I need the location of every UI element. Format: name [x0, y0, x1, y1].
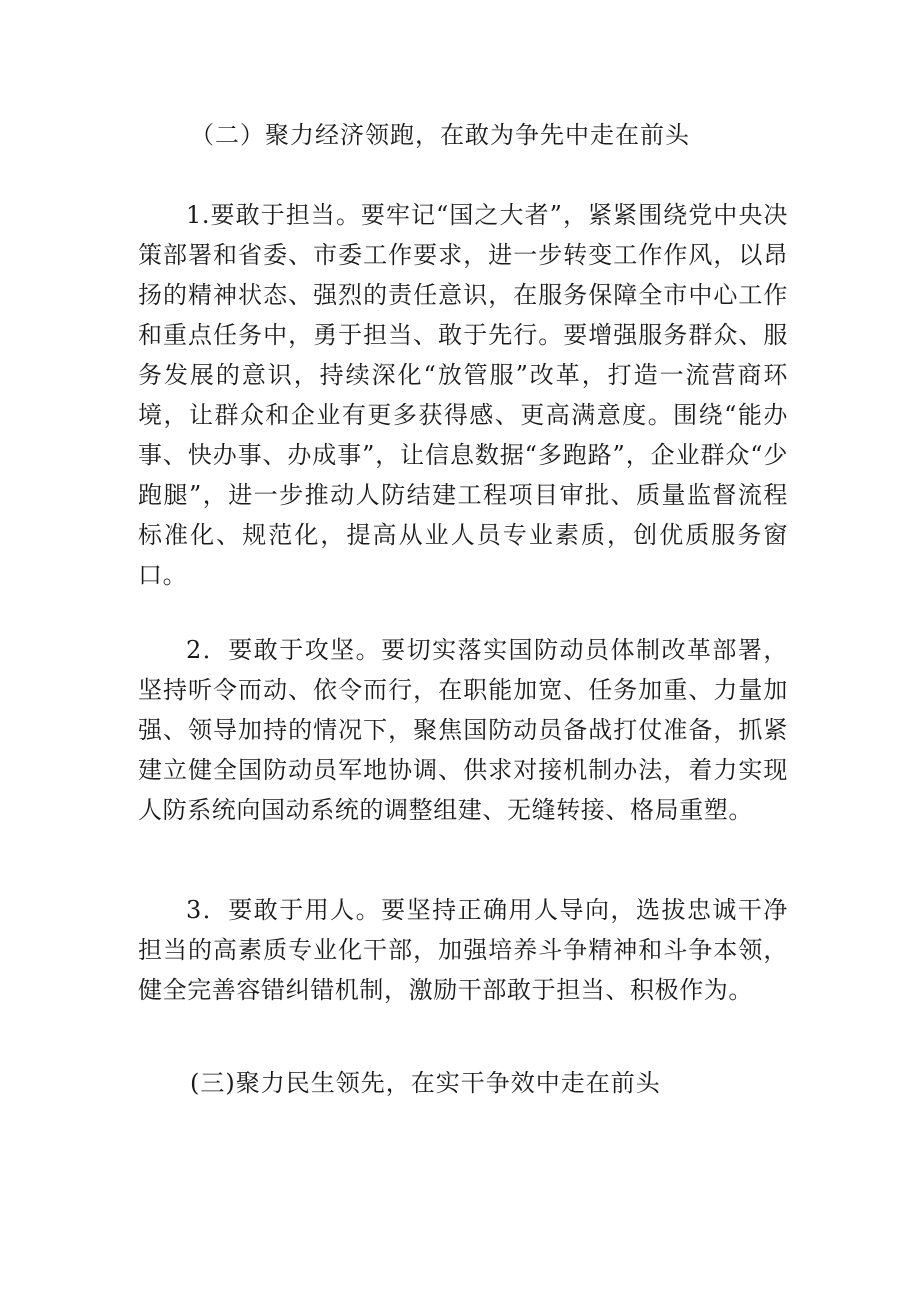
- section-3-heading: (三)聚力民生领先，在实干争效中走在前头: [190, 1069, 661, 1097]
- paragraph-2-dare-to-tackle: 2．要敢于攻坚。要切实落实国防动员体制改革部署，坚持听令而动、依令而行，在职能加宽、任务加重、力量加强、领导加持的情况下，聚焦国防动员备战打仗准备，抓紧建立健全国防动员军地协调、供求对接机制办法，着力实现人防系统向国动系统的调整组建、无缝转接、格局重塑。: [138, 636, 788, 824]
- paragraph-1-dare-to-take-responsibility: 1.要敢于担当。要牢记“国之大者”，紧紧围绕党中央决策部署和省委、市委工作要求，进一步转变工作作风，以昂扬的精神状态、强烈的责任意识，在服务保障全市中心工作和重点任务中，勇于担当、敢于先行。要增强服务群众、服务发展的意识，持续深化“放管服”改革，打造一流营商环境，让群众和企业有更多获得感、更高满意度。围绕“能办事、快办事、办成事”，让信息数据“多跑路”，企业群众“少跑腿”，进一步推动人防结建工程项目审批、质量监督流程标准化、规范化，提高从业人员专业素质，创优质服务窗口。: [138, 201, 788, 589]
- paragraph-3-dare-to-employ: 3．要敢于用人。要坚持正确用人导向，选拔忠诚干净担当的高素质专业化干部，加强培养斗争精神和斗争本领，健全完善容错纠错机制，激励干部敢于担当、积极作为。: [138, 896, 788, 1004]
- section-2-heading: （二）聚力经济领跑，在敢为争先中走在前头: [190, 121, 690, 149]
